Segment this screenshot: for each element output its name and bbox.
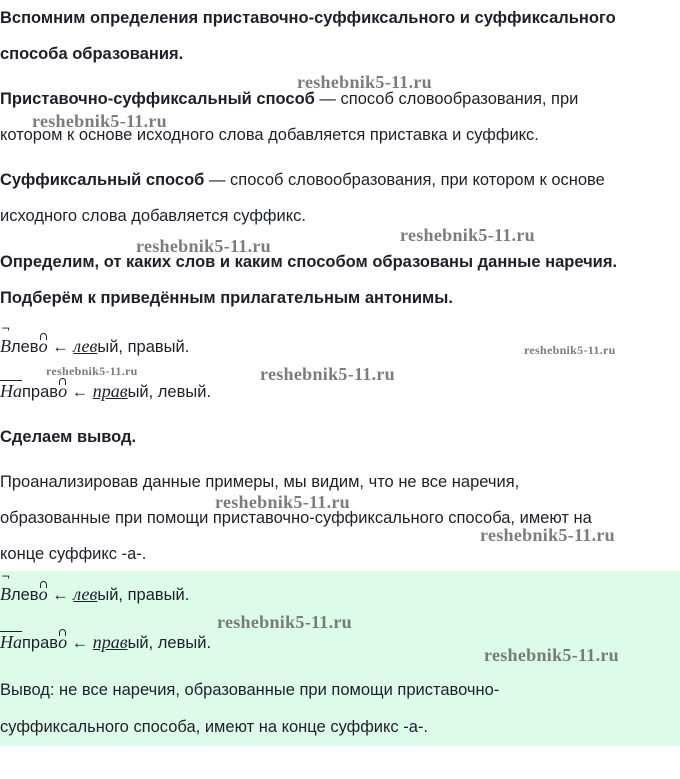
watermark: reshebnik5-11.ru <box>260 364 395 384</box>
task-heading: Определим, от каких слов и каким способом образованы данные наречия. <box>0 253 618 271</box>
prefix: В <box>0 584 11 604</box>
root: прав <box>22 634 59 652</box>
definition-suffix-line2: исходного слова добавляется суффикс. <box>0 207 306 225</box>
definition-text: — способ словообразования, при котором к основе <box>204 171 605 189</box>
prefix-mark-icon: ¬ <box>1 322 11 335</box>
source-root: прав <box>92 381 128 401</box>
term-prefix-suffix: Приставочно-суффиксальный способ <box>0 90 315 108</box>
antonym-heading: Подберём к приведённым прилагательным антонимы. <box>0 289 453 307</box>
example-vlevo <box>0 336 189 357</box>
conclusion-heading: Сделаем вывод. <box>0 428 137 446</box>
definition-prefix-suffix <box>0 90 578 109</box>
source-rest: ый, правый. <box>97 338 190 356</box>
arrow: ← <box>47 338 74 356</box>
source-rest: ый, правый. <box>97 586 190 604</box>
root: прав <box>22 383 59 401</box>
watermark: reshebnik5-11.ru <box>217 612 352 632</box>
suffix-arc: о <box>38 336 48 356</box>
prefix: В <box>0 336 11 356</box>
definition-suffix <box>0 171 605 190</box>
conclusion-line2: образованные при помощи приставочно-суффиксального способа, имеют на <box>0 509 592 527</box>
answer-line1: Вывод: не все наречия, образованные при помощи приставочно- <box>0 681 500 699</box>
intro-heading-line1: Вспомним определения приставочно-суффиксального и суффиксального <box>0 9 616 27</box>
conclusion-line3: конце суффикс -а-. <box>0 545 147 563</box>
watermark: reshebnik5-11.ru <box>46 364 138 378</box>
example-napravo <box>0 381 211 402</box>
source-root: лев <box>73 584 98 604</box>
answer-example-vlevo <box>0 584 189 605</box>
watermark: reshebnik5-11.ru <box>32 111 167 131</box>
watermark: reshebnik5-11.ru <box>136 236 271 256</box>
term-suffix: Суффиксальный способ <box>0 171 205 189</box>
watermark: reshebnik5-11.ru <box>524 343 616 357</box>
arrow: ← <box>67 634 93 652</box>
suffix-arc: о <box>58 381 68 401</box>
intro-heading-line2: способа образования. <box>0 45 184 63</box>
arrow: ← <box>67 383 93 401</box>
answer-example-napravo <box>0 632 211 653</box>
definition-prefix-suffix-line2: котором к основе исходного слова добавляется приставка и суффикс. <box>0 126 539 144</box>
root: лев <box>11 586 39 604</box>
root: лев <box>11 338 39 356</box>
watermark: reshebnik5-11.ru <box>297 72 432 92</box>
source-rest: ый, левый. <box>127 383 212 401</box>
source-rest: ый, левый. <box>127 634 212 652</box>
prefix: На <box>0 381 22 401</box>
watermark: reshebnik5-11.ru <box>215 492 350 512</box>
definition-text: — способ словообразования, при <box>314 90 579 108</box>
suffix-arc: о <box>38 584 48 604</box>
prefix: На <box>0 632 22 652</box>
source-root: лев <box>73 336 98 356</box>
source-root: прав <box>92 632 128 652</box>
watermark: reshebnik5-11.ru <box>400 225 535 245</box>
answer-line2: суффиксального способа, имеют на конце суффикс -а-. <box>0 718 428 736</box>
prefix-mark-icon: ¬ <box>1 570 11 583</box>
watermark: reshebnik5-11.ru <box>484 645 619 665</box>
conclusion-line1: Проанализировав данные примеры, мы видим, что не все наречия, <box>0 473 520 491</box>
suffix-arc: о <box>58 632 68 652</box>
watermark: reshebnik5-11.ru <box>480 525 615 545</box>
arrow: ← <box>47 586 74 604</box>
